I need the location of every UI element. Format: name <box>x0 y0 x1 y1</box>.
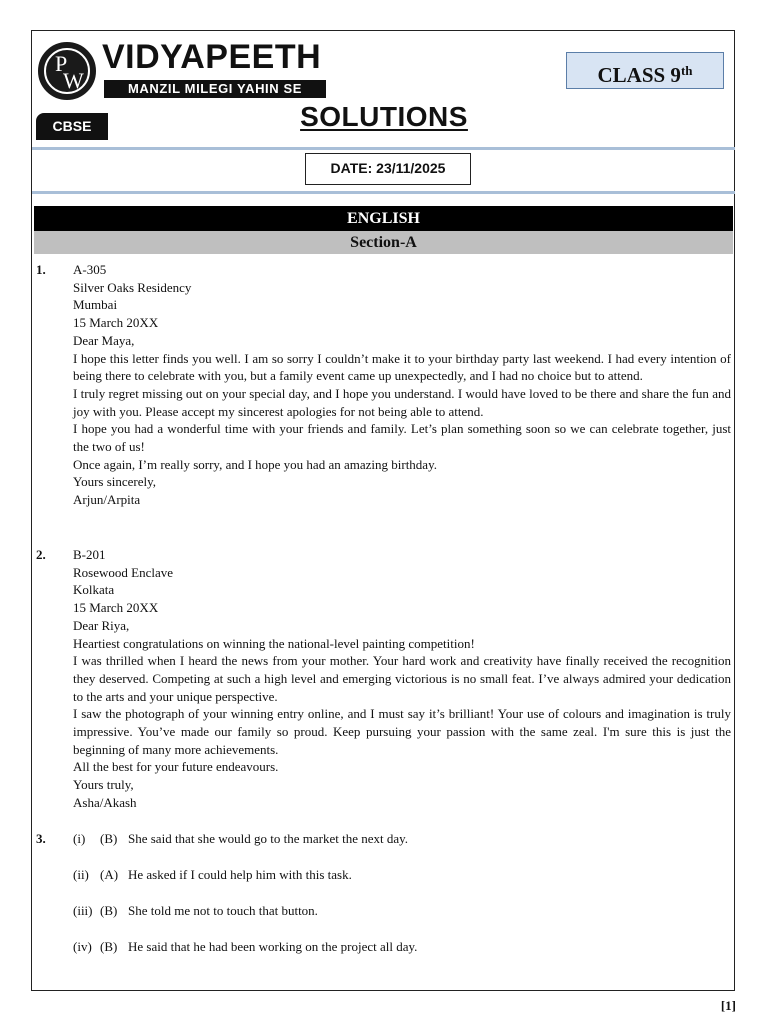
date-box: DATE: 23/11/2025 <box>305 153 471 185</box>
question-number: 3. <box>36 831 46 846</box>
letter-paragraph: I was thrilled when I heard the news from your mother. Your hard work and creativity have finally received the recognition they deserved. Competing at such a high level and emerging victorious is no small feat. I’ve always admired your dedication to the arts and your unique perspective. <box>73 653 731 704</box>
address-line: Mumbai <box>73 297 118 313</box>
class-label-suffix: th <box>680 63 693 78</box>
question-2 <box>36 546 731 812</box>
letter-paragraph: All the best for your future endeavours. <box>73 759 279 775</box>
item-text: He asked if I could help him with this task. <box>128 867 352 882</box>
class-label <box>566 52 724 89</box>
answer-item <box>36 902 731 938</box>
address-line: A-305 <box>73 262 107 277</box>
question-1-answer <box>73 261 731 509</box>
question-number: 2. <box>36 547 46 562</box>
date-line: 15 March 20XX <box>73 600 159 616</box>
section-heading: Section-A <box>34 231 733 254</box>
page-title: SOLUTIONS <box>300 101 468 132</box>
question-number: 1. <box>36 262 46 277</box>
closing: Yours sincerely, <box>73 474 157 490</box>
pw-logo-mark <box>44 48 90 94</box>
date-line: 15 March 20XX <box>73 315 159 331</box>
board-badge: CBSE <box>36 113 108 140</box>
salutation: Dear Riya, <box>73 617 130 633</box>
logo-letter-p: P <box>55 51 68 76</box>
header-divider-top <box>32 147 735 150</box>
letter-paragraph: I saw the photograph of your winning entry online, and I must say it’s brilliant! Your use of colours and imagination is truly impressive. You’ve made our family so proud. Keep pursuing your passion with the same zeal. I'm sure this is just the beginning of many more achievements. <box>73 706 731 757</box>
letter-paragraph: Once again, I’m really sorry, and I hope you had an amazing birthday. <box>73 456 437 472</box>
item-choice: (B) <box>100 903 118 918</box>
signature: Arjun/Arpita <box>73 492 141 508</box>
item-choice: (B) <box>100 939 118 954</box>
address-line: Kolkata <box>73 582 115 598</box>
subject-heading: ENGLISH <box>34 206 733 231</box>
item-roman: (iv) <box>73 939 92 954</box>
item-text: She told me not to touch that button. <box>128 903 318 918</box>
question-3 <box>36 830 731 974</box>
address-line: Rosewood Enclave <box>73 564 174 580</box>
signature: Asha/Akash <box>73 794 137 810</box>
answer-item <box>36 866 731 902</box>
item-choice: (A) <box>100 867 119 882</box>
item-choice: (B) <box>100 831 118 846</box>
address-line: Silver Oaks Residency <box>73 279 192 295</box>
question-2-answer <box>73 546 731 812</box>
pw-logo <box>38 42 96 100</box>
header-divider-bottom <box>32 191 735 194</box>
item-roman: (ii) <box>73 867 89 882</box>
brand-tagline: MANZIL MILEGI YAHIN SE <box>104 80 326 98</box>
letter-paragraph: I truly regret missing out on your special day, and I hope you understand. I would have loved to be there and share the fun and joy with you. Please accept my sincerest apologies for not being able to attend. <box>73 385 731 419</box>
address-line: B-201 <box>73 547 106 562</box>
logo-letter-w: W <box>63 68 84 93</box>
salutation: Dear Maya, <box>73 332 135 348</box>
question-1 <box>36 261 731 509</box>
letter-paragraph: I hope you had a wonderful time with your friends and family. Let’s plan something soon so we can celebrate together, just the two of us! <box>73 421 731 455</box>
item-text: He said that he had been working on the project all day. <box>128 939 418 954</box>
item-roman: (i) <box>73 831 86 846</box>
letter-paragraph: Heartiest congratulations on winning the national-level painting competition! <box>73 635 475 651</box>
answer-item <box>36 830 731 866</box>
brand-name: VIDYAPEETH <box>102 38 322 76</box>
letter-paragraph: I hope this letter finds you well. I am so sorry I couldn’t make it to your birthday party last weekend. I had every intention of being there to celebrate with you, but a family event came up unexpectedly, and I had no choice but to attend. <box>73 350 731 384</box>
page-number: [1] <box>720 998 736 1013</box>
closing: Yours truly, <box>73 777 134 793</box>
item-text: She said that she would go to the market the next day. <box>128 831 409 846</box>
class-label-text: CLASS 9 <box>597 63 681 87</box>
answer-item <box>36 938 731 974</box>
item-roman: (iii) <box>73 903 93 918</box>
